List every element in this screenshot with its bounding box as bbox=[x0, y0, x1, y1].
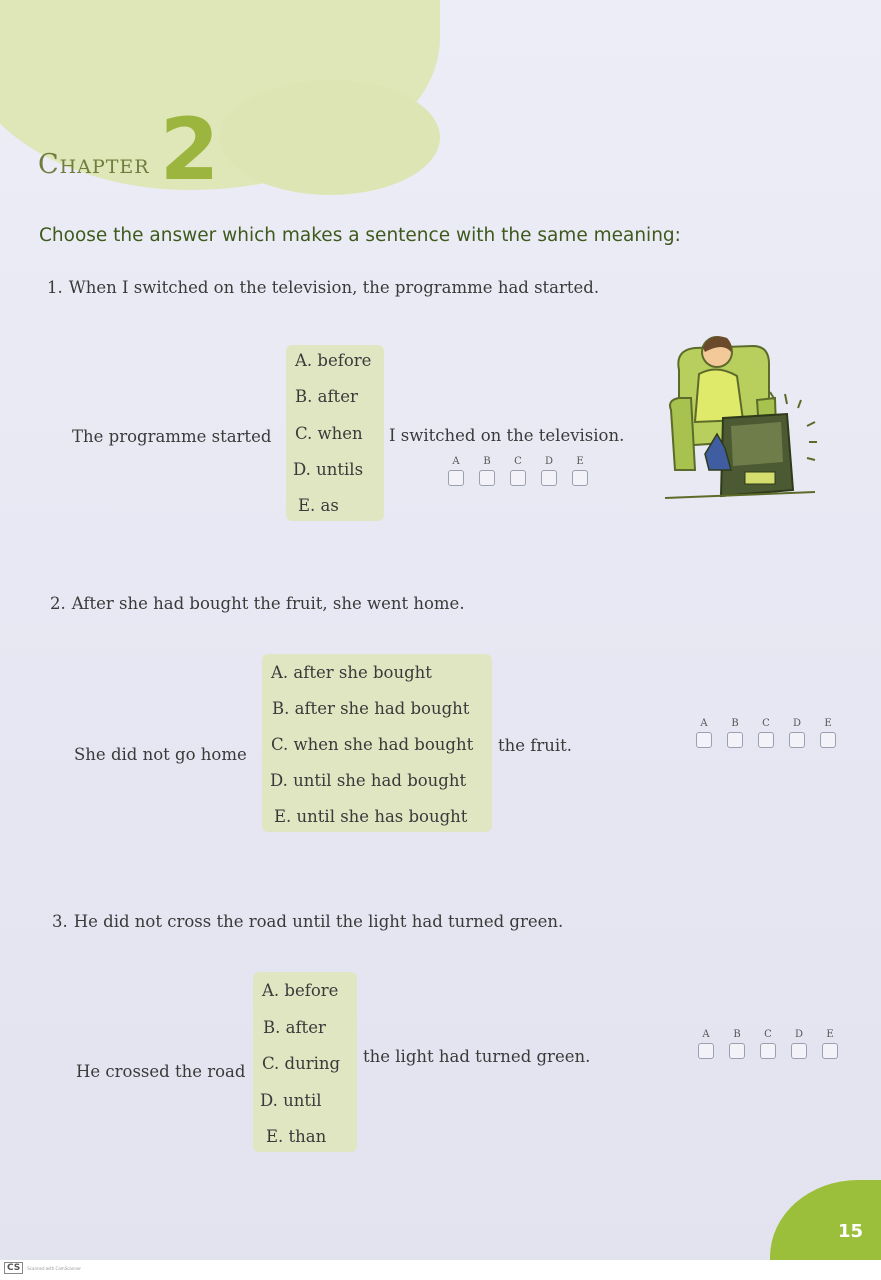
answer-letter: D bbox=[792, 718, 802, 729]
option-d[interactable]: D. until bbox=[260, 1091, 322, 1110]
answer-box-e[interactable] bbox=[819, 718, 837, 748]
option-d[interactable]: D. until she had bought bbox=[270, 771, 467, 790]
sentence-stem-after: I switched on the television. bbox=[389, 426, 625, 445]
answer-letter: A bbox=[702, 1029, 710, 1040]
answer-box-c[interactable] bbox=[509, 456, 527, 486]
option-e[interactable]: E. until she has bought bbox=[274, 807, 468, 826]
option-b[interactable]: B. after bbox=[263, 1018, 326, 1037]
option-a[interactable]: A. after she bought bbox=[271, 663, 432, 682]
answer-letter: C bbox=[762, 718, 770, 729]
question-1 bbox=[47, 278, 599, 297]
answer-box-b[interactable] bbox=[478, 456, 496, 486]
boy-watching-tv-illustration bbox=[665, 330, 825, 510]
answer-letter: E bbox=[576, 456, 584, 467]
option-c[interactable]: C. when bbox=[295, 424, 363, 443]
answer-box-e[interactable] bbox=[821, 1029, 839, 1059]
page-number-badge bbox=[770, 1180, 881, 1260]
question-text: He did not cross the road until the light had turned green. bbox=[73, 912, 564, 931]
option-a[interactable]: A. before bbox=[262, 981, 339, 1000]
answer-letter: B bbox=[733, 1029, 741, 1040]
scanner-text: Scanned with CamScanner bbox=[27, 1266, 82, 1271]
answer-box-e[interactable] bbox=[571, 456, 589, 486]
answer-letter: B bbox=[483, 456, 491, 467]
answer-letter: D bbox=[544, 456, 554, 467]
sentence-stem-after: the light had turned green. bbox=[363, 1047, 591, 1066]
sentence-stem-before: The programme started bbox=[72, 427, 272, 446]
option-c[interactable]: C. when she had bought bbox=[271, 735, 474, 754]
instruction-heading: Choose the answer which makes a sentence with the same meaning: bbox=[39, 225, 681, 246]
answer-letter: C bbox=[514, 456, 522, 467]
answer-box-c[interactable] bbox=[757, 718, 775, 748]
chapter-number: 2 bbox=[159, 100, 220, 200]
sentence-stem-before: He crossed the road bbox=[76, 1062, 246, 1081]
answer-box-a[interactable] bbox=[447, 456, 465, 486]
option-e[interactable]: E. than bbox=[266, 1127, 327, 1146]
page-number: 15 bbox=[838, 1221, 864, 1242]
question-3 bbox=[52, 912, 563, 931]
answer-box-b[interactable] bbox=[728, 1029, 746, 1059]
scanner-watermark bbox=[4, 1262, 81, 1274]
chapter-title bbox=[38, 100, 219, 200]
option-e[interactable]: E. as bbox=[298, 496, 339, 515]
answer-box-b[interactable] bbox=[726, 718, 744, 748]
answer-box-a[interactable] bbox=[695, 718, 713, 748]
answer-box-d[interactable] bbox=[788, 718, 806, 748]
answer-box-d[interactable] bbox=[790, 1029, 808, 1059]
answer-letter: A bbox=[452, 456, 460, 467]
answer-letter: E bbox=[824, 718, 832, 729]
answer-letter: E bbox=[826, 1029, 834, 1040]
option-d[interactable]: D. untils bbox=[293, 460, 364, 479]
option-c[interactable]: C. during bbox=[262, 1054, 341, 1073]
answer-letter: C bbox=[764, 1029, 772, 1040]
question-2 bbox=[50, 594, 465, 613]
sentence-stem-after: the fruit. bbox=[498, 736, 573, 755]
answer-letter: D bbox=[794, 1029, 804, 1040]
answer-box-c[interactable] bbox=[759, 1029, 777, 1059]
option-a[interactable]: A. before bbox=[295, 351, 372, 370]
header-decoration-cloud bbox=[220, 80, 440, 195]
option-b[interactable]: B. after she had bought bbox=[272, 699, 470, 718]
scanner-logo: CS bbox=[4, 1262, 23, 1274]
question-text: After she had bought the fruit, she went home. bbox=[71, 594, 465, 613]
question-number: 1. bbox=[47, 278, 63, 297]
answer-box-d[interactable] bbox=[540, 456, 558, 486]
option-b[interactable]: B. after bbox=[295, 387, 358, 406]
question-text: When I switched on the television, the programme had started. bbox=[68, 278, 600, 297]
sentence-stem-before: She did not go home bbox=[74, 745, 247, 764]
question-number: 3. bbox=[52, 912, 68, 931]
answer-box-a[interactable] bbox=[697, 1029, 715, 1059]
answer-letter: B bbox=[731, 718, 739, 729]
answer-letter: A bbox=[700, 718, 708, 729]
question-number: 2. bbox=[50, 594, 66, 613]
chapter-word: Chapter bbox=[38, 149, 150, 180]
